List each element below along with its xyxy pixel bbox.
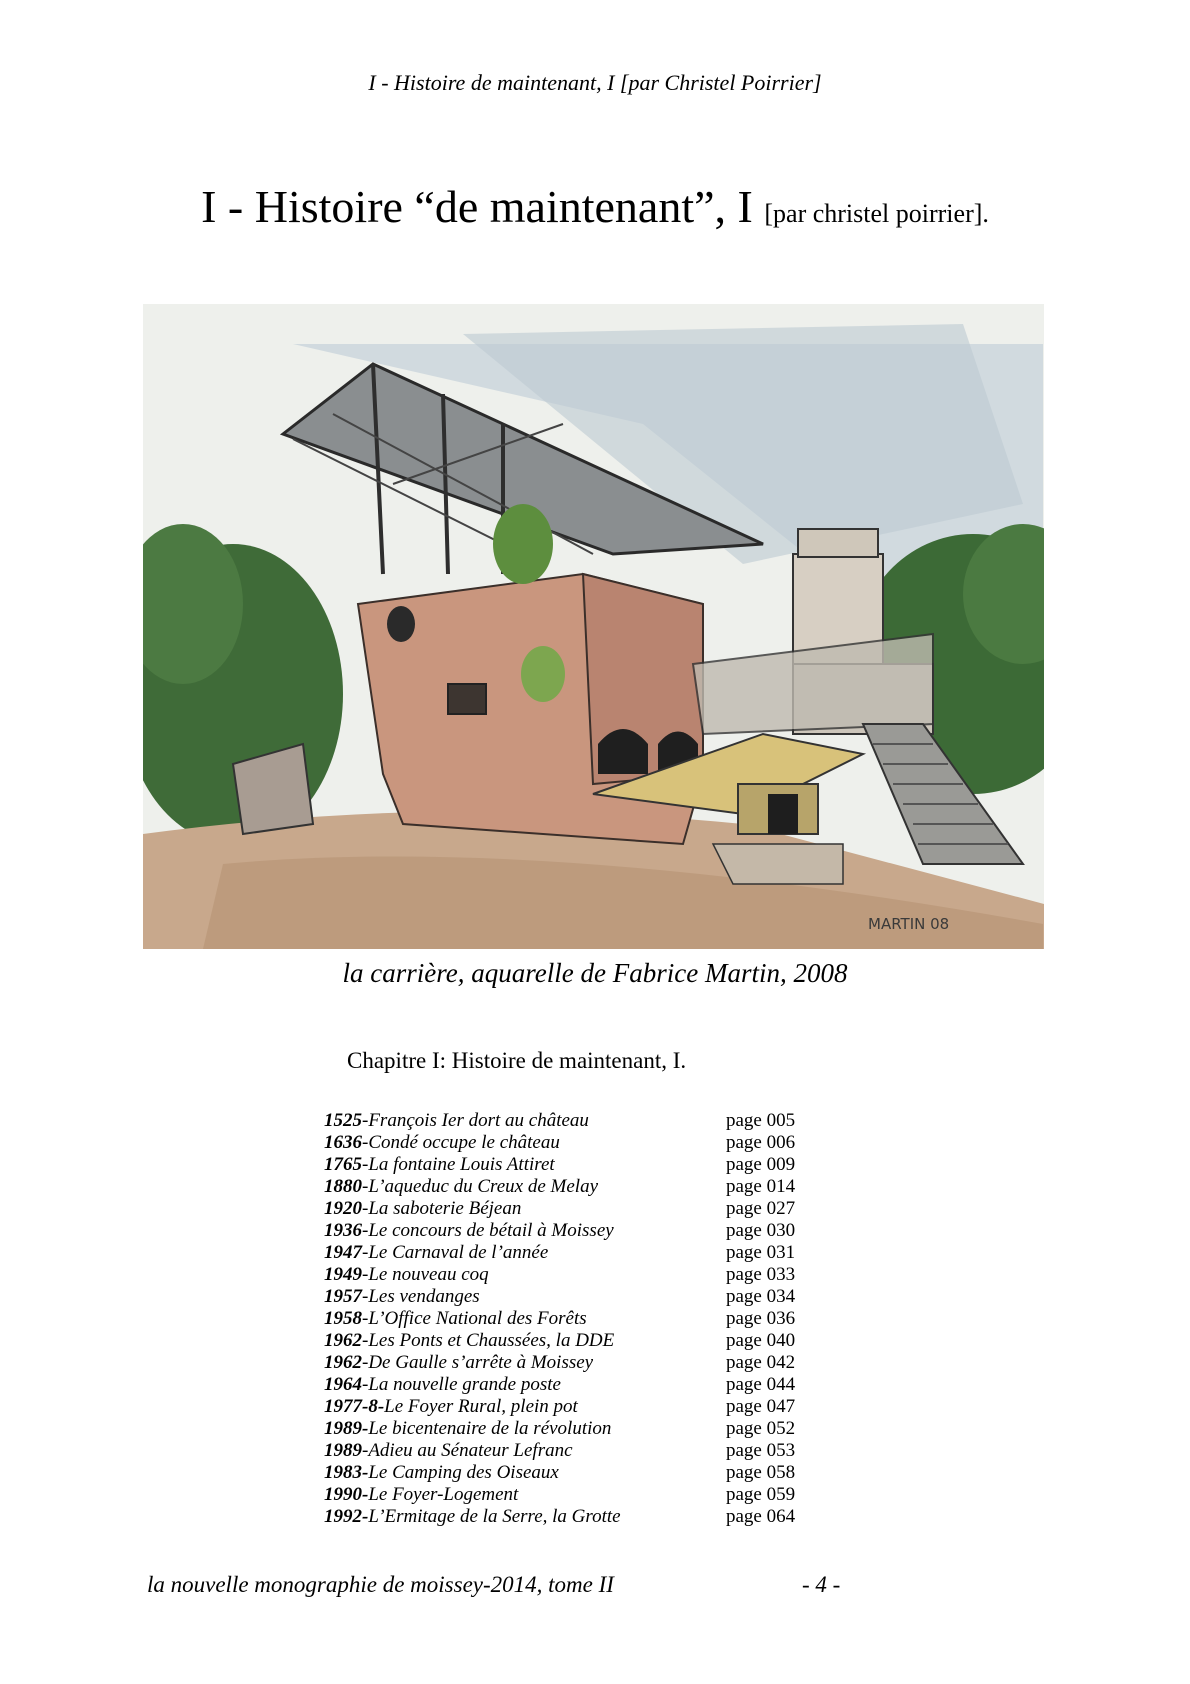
- toc-entry-year: 1920: [324, 1198, 362, 1219]
- table-of-contents: [324, 1110, 804, 1528]
- toc-entry: [324, 1462, 804, 1484]
- footer-book-title: la nouvelle monographie de moissey-2014, tome II: [147, 1572, 614, 1597]
- footer-page-number: - 4 -: [802, 1572, 841, 1597]
- page-title: [0, 180, 1190, 233]
- toc-entry: [324, 1396, 804, 1418]
- toc-entry-title: -Les Ponts et Chaussées, la DDE: [362, 1330, 615, 1351]
- toc-entry: [324, 1176, 804, 1198]
- toc-entry-title: -De Gaulle s’arrête à Moissey: [362, 1352, 594, 1373]
- toc-entry: [324, 1308, 804, 1330]
- toc-entry-title: -L’aqueduc du Creux de Melay: [362, 1176, 599, 1197]
- toc-entry: [324, 1484, 804, 1506]
- toc-entry: [324, 1506, 804, 1528]
- toc-entry: [324, 1418, 804, 1440]
- toc-entry-year: 1525: [324, 1110, 362, 1131]
- watercolor-illustration: [143, 304, 1044, 949]
- toc-entry: [324, 1440, 804, 1462]
- image-caption: la carrière, aquarelle de Fabrice Martin, 2008: [342, 958, 848, 988]
- toc-entry-year: 1989: [324, 1440, 362, 1461]
- toc-entry-title: Le Foyer Rural, plein pot: [384, 1396, 578, 1417]
- toc-entry-title: -L’Office National des Forêts: [362, 1308, 587, 1329]
- toc-entry-year: 1983-: [324, 1462, 369, 1483]
- toc-entry-page: page 034: [726, 1286, 796, 1307]
- toc-entry-page: page 044: [726, 1374, 796, 1395]
- toc-entry-page: page 059: [726, 1484, 796, 1505]
- toc-entry: [324, 1154, 804, 1176]
- toc-entry-title: -Le Carnaval de l’année: [362, 1242, 549, 1263]
- page-title-author: [par christel poirrier].: [764, 199, 989, 228]
- toc-entry-title: -Le concours de bétail à Moissey: [362, 1220, 614, 1241]
- toc-entry: [324, 1374, 804, 1396]
- toc-entry: [324, 1110, 804, 1132]
- toc-entry: [324, 1352, 804, 1374]
- toc-entry-year: 1964: [324, 1374, 362, 1395]
- toc-entry: [324, 1220, 804, 1242]
- toc-entry-page: page 058: [726, 1462, 796, 1483]
- toc-entry-year: 1636: [324, 1132, 362, 1153]
- toc-entry-page: page 009: [726, 1154, 796, 1175]
- toc-entry-year: 1962: [324, 1352, 362, 1373]
- toc-entry: [324, 1242, 804, 1264]
- toc-entry-page: page 047: [726, 1396, 796, 1417]
- toc-entry: [324, 1132, 804, 1154]
- running-header: I - Histoire de maintenant, I [par Christel Poirrier]: [368, 70, 822, 95]
- toc-entry-page: page 052: [726, 1418, 796, 1439]
- chapter-heading: Chapitre I: Histoire de maintenant, I.: [347, 1048, 687, 1073]
- toc-entry-page: page 027: [726, 1198, 796, 1219]
- toc-entry-year: 1880: [324, 1176, 362, 1197]
- toc-entry: [324, 1330, 804, 1352]
- toc-entry-year: 1765: [324, 1154, 362, 1175]
- toc-entry-year: 1990-: [324, 1484, 369, 1505]
- page-title-main: I - Histoire “de maintenant”, I: [201, 181, 765, 232]
- toc-entry-title: -La fontaine Louis Attiret: [362, 1154, 555, 1175]
- toc-entry-year: 1958: [324, 1308, 362, 1329]
- toc-entry-title: Le bicentenaire de la révolution: [368, 1418, 612, 1439]
- toc-entry-page: page 033: [726, 1264, 796, 1285]
- toc-entry-title: Le Foyer-Logement: [368, 1484, 519, 1505]
- toc-entry-year: 1992-: [324, 1506, 369, 1527]
- toc-entry-year: 1947: [324, 1242, 362, 1263]
- toc-entry-page: page 014: [726, 1176, 796, 1197]
- toc-entry-page: page 053: [726, 1440, 796, 1461]
- toc-entry-page: page 031: [726, 1242, 796, 1263]
- toc-entry: [324, 1286, 804, 1308]
- toc-entry-year: 1949: [324, 1264, 362, 1285]
- toc-entry-title: Le Camping des Oiseaux: [368, 1462, 559, 1483]
- toc-entry-title: -La nouvelle grande poste: [362, 1374, 561, 1395]
- toc-entry-year: 1936: [324, 1220, 362, 1241]
- toc-entry-page: page 040: [726, 1330, 796, 1351]
- toc-entry-page: page 006: [726, 1132, 796, 1153]
- toc-entry-year: 1962: [324, 1330, 362, 1351]
- toc-entry-title: -Adieu au Sénateur Lefranc: [362, 1440, 573, 1461]
- toc-entry-year: 1977-8-: [324, 1396, 385, 1417]
- toc-entry-title: -Condé occupe le château: [362, 1132, 560, 1153]
- toc-entry-title: -Les vendanges: [362, 1286, 480, 1307]
- toc-entry-year: 1989-: [324, 1418, 369, 1439]
- toc-entry-title: -Le nouveau coq: [362, 1264, 489, 1285]
- artist-signature: MARTIN 08: [868, 915, 950, 933]
- toc-entry: [324, 1198, 804, 1220]
- toc-entry-title: -François Ier dort au château: [362, 1110, 589, 1131]
- quarry-watercolor: [143, 304, 1044, 949]
- toc-entry-page: page 042: [726, 1352, 796, 1373]
- toc-entry-title: L’Ermitage de la Serre, la Grotte: [368, 1506, 621, 1527]
- toc-entry-page: page 064: [726, 1506, 796, 1527]
- toc-entry-page: page 030: [726, 1220, 796, 1241]
- toc-entry-page: page 005: [726, 1110, 796, 1131]
- toc-entry-year: 1957: [324, 1286, 362, 1307]
- toc-entry: [324, 1264, 804, 1286]
- toc-entry-title: -La saboterie Béjean: [362, 1198, 522, 1219]
- toc-entry-page: page 036: [726, 1308, 796, 1329]
